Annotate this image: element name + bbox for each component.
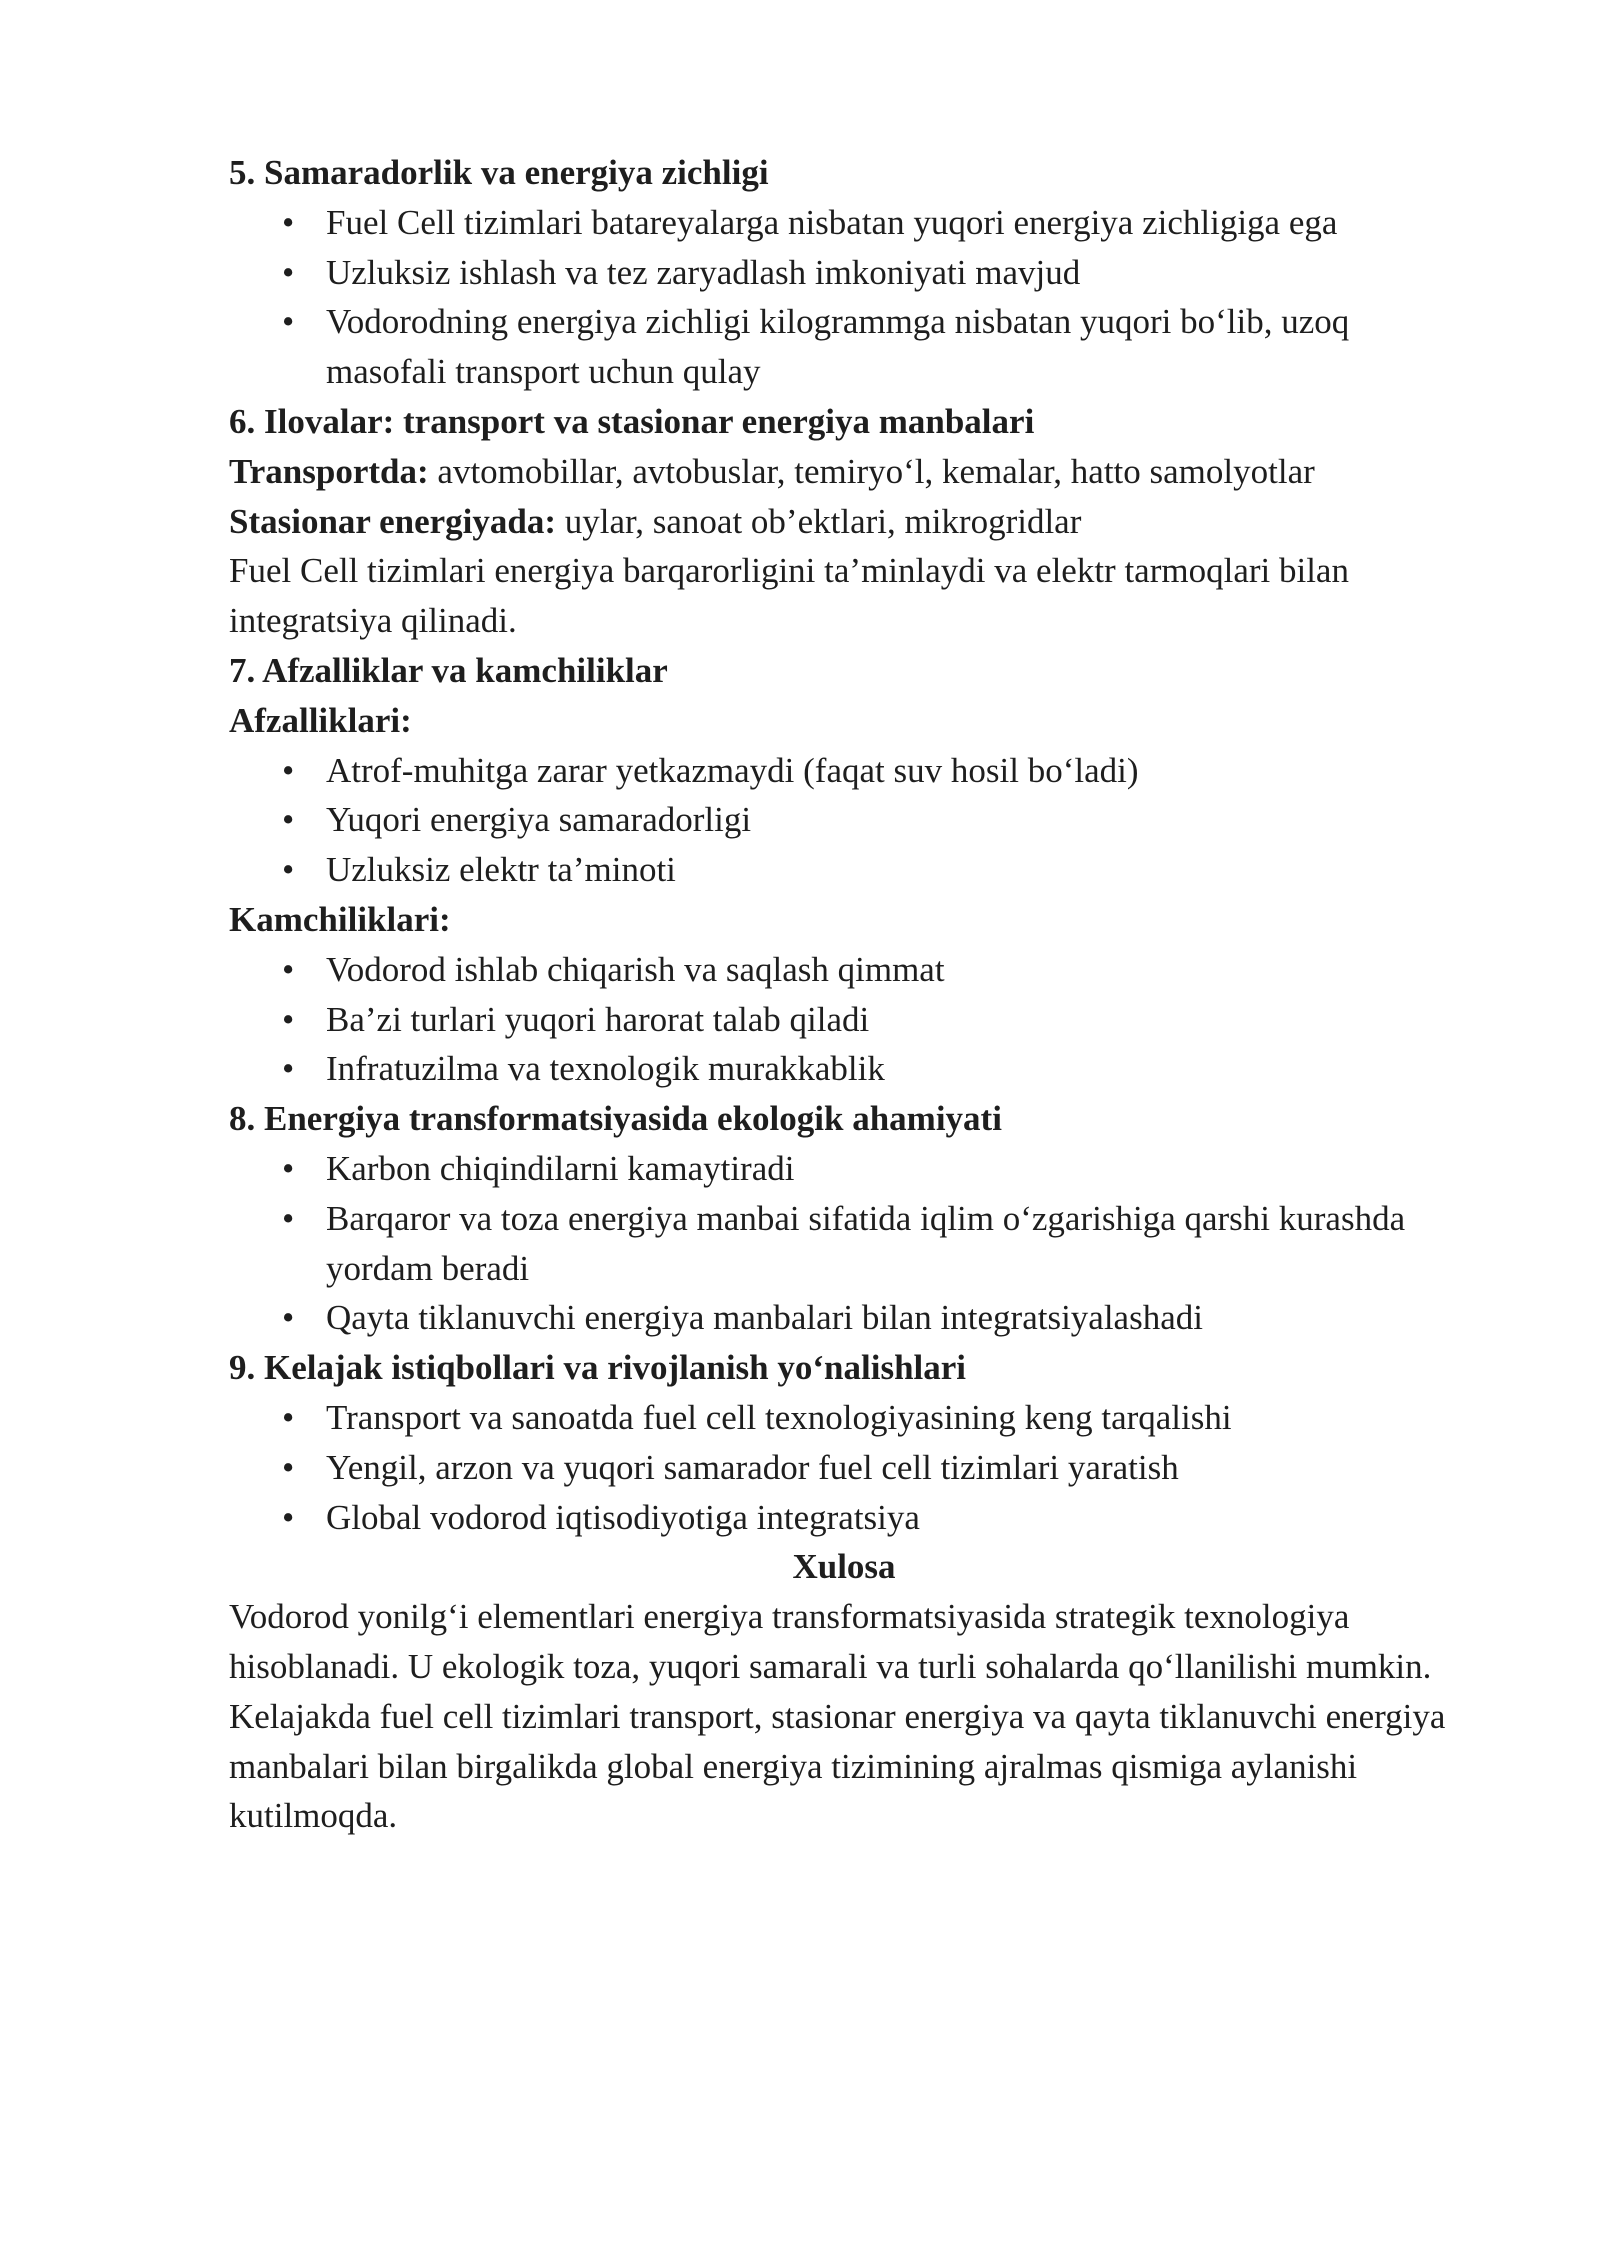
list-item	[229, 845, 1459, 895]
list-item	[229, 995, 1459, 1045]
list-item-text: Fuel Cell tizimlari batareyalarga nisbatan yuqori energiya zichligiga ega	[326, 202, 1338, 242]
list-item	[229, 198, 1459, 248]
section-6-paragraph: Fuel Cell tizimlari energiya barqarorligini ta’minlaydi va elektr tarmoqlari bilan integratsiya qilinadi.	[229, 551, 1349, 641]
list-item	[229, 1044, 1459, 1094]
section-9-list	[229, 1393, 1459, 1542]
list-item-text: Global vodorod iqtisodiyotiga integratsiya	[326, 1497, 920, 1537]
document-page	[229, 148, 1459, 1841]
bullet-icon: •	[282, 800, 295, 840]
list-item	[229, 1194, 1459, 1294]
disadvantages-list	[229, 945, 1459, 1094]
list-item	[229, 248, 1459, 298]
conclusion-heading: Xulosa	[792, 1547, 896, 1587]
transport-label: Transportda:	[229, 451, 429, 491]
list-item	[229, 1393, 1459, 1443]
bullet-icon: •	[282, 1447, 295, 1487]
list-item	[229, 746, 1459, 796]
list-item-text: Infratuzilma va texnologik murakkablik	[326, 1049, 885, 1089]
list-item	[229, 945, 1459, 995]
bullet-icon: •	[282, 949, 295, 989]
bullet-icon: •	[282, 1397, 295, 1437]
transport-text: avtomobillar, avtobuslar, temiryo‘l, kemalar, hatto samolyotlar	[428, 451, 1315, 491]
list-item-text: Yuqori energiya samaradorligi	[326, 800, 752, 840]
list-item	[229, 1144, 1459, 1194]
section-5-heading: 5. Samaradorlik va energiya zichligi	[229, 153, 769, 192]
section-8-heading: 8. Energiya transformatsiyasida ekologik ahamiyati	[229, 1099, 1002, 1139]
list-item-text: Vodorod ishlab chiqarish va saqlash qimmat	[326, 949, 945, 989]
list-item	[229, 1293, 1459, 1343]
advantages-list	[229, 746, 1459, 895]
stationary-text: uylar, sanoat ob’ektlari, mikrogridlar	[556, 501, 1082, 541]
list-item-text: Barqaror va toza energiya manbai sifatida iqlim o‘zgarishiga qarshi kurashda yordam beradi	[326, 1198, 1406, 1288]
bullet-icon: •	[282, 302, 295, 342]
list-item-text: Vodorodning energiya zichligi kilogrammga nisbatan yuqori bo‘lib, uzoq masofali transport uchun qulay	[326, 302, 1350, 392]
bullet-icon: •	[282, 1298, 295, 1338]
bullet-icon: •	[282, 252, 295, 292]
section-9-heading: 9. Kelajak istiqbollari va rivojlanish yo‘nalishlari	[229, 1348, 967, 1388]
stationary-label: Stasionar energiyada:	[229, 501, 556, 541]
disadvantages-label: Kamchiliklari:	[229, 899, 451, 939]
section-7-heading: 7. Afzalliklar va kamchiliklar	[229, 650, 668, 690]
list-item-text: Transport va sanoatda fuel cell texnologiyasining keng tarqalishi	[326, 1397, 1232, 1437]
list-item-text: Uzluksiz ishlash va tez zaryadlash imkoniyati mavjud	[326, 252, 1081, 292]
bullet-icon: •	[282, 750, 295, 790]
list-item	[229, 1493, 1459, 1543]
list-item-text: Atrof-muhitga zarar yetkazmaydi (faqat suv hosil bo‘ladi)	[326, 750, 1139, 790]
section-8-list	[229, 1144, 1459, 1343]
bullet-icon: •	[282, 1148, 295, 1188]
stationary-line	[229, 497, 1459, 547]
list-item	[229, 1443, 1459, 1493]
section-6-heading: 6. Ilovalar: transport va stasionar energiya manbalari	[229, 401, 1035, 441]
list-item	[229, 795, 1459, 845]
list-item	[229, 297, 1459, 397]
list-item-text: Ba’zi turlari yuqori harorat talab qiladi	[326, 999, 870, 1039]
list-item-text: Qayta tiklanuvchi energiya manbalari bilan integratsiyalashadi	[326, 1298, 1203, 1338]
conclusion-paragraph: Vodorod yonilg‘i elementlari energiya transformatsiyasida strategik texnologiya hisoblanadi. U ekologik toza, yuqori samarali va turli sohalarda qo‘llanilishi mumkin. Kelajakda fuel cell tizimlari transport, stasionar energiya va qayta tiklanuvchi energiya manbalari bilan birgalikda global energiya tizimining ajralmas qismiga aylanishi kutilmoqda.	[229, 1597, 1446, 1836]
section-5-list	[229, 198, 1459, 397]
list-item-text: Yengil, arzon va yuqori samarador fuel cell tizimlari yaratish	[326, 1447, 1179, 1487]
bullet-icon: •	[282, 1497, 295, 1537]
bullet-icon: •	[282, 850, 295, 890]
transport-line	[229, 447, 1459, 497]
bullet-icon: •	[282, 1049, 295, 1089]
advantages-label: Afzalliklari:	[229, 700, 412, 740]
bullet-icon: •	[282, 999, 295, 1039]
list-item-text: Uzluksiz elektr ta’minoti	[326, 850, 676, 890]
bullet-icon: •	[282, 1198, 295, 1238]
bullet-icon: •	[282, 202, 295, 242]
list-item-text: Karbon chiqindilarni kamaytiradi	[326, 1148, 795, 1188]
